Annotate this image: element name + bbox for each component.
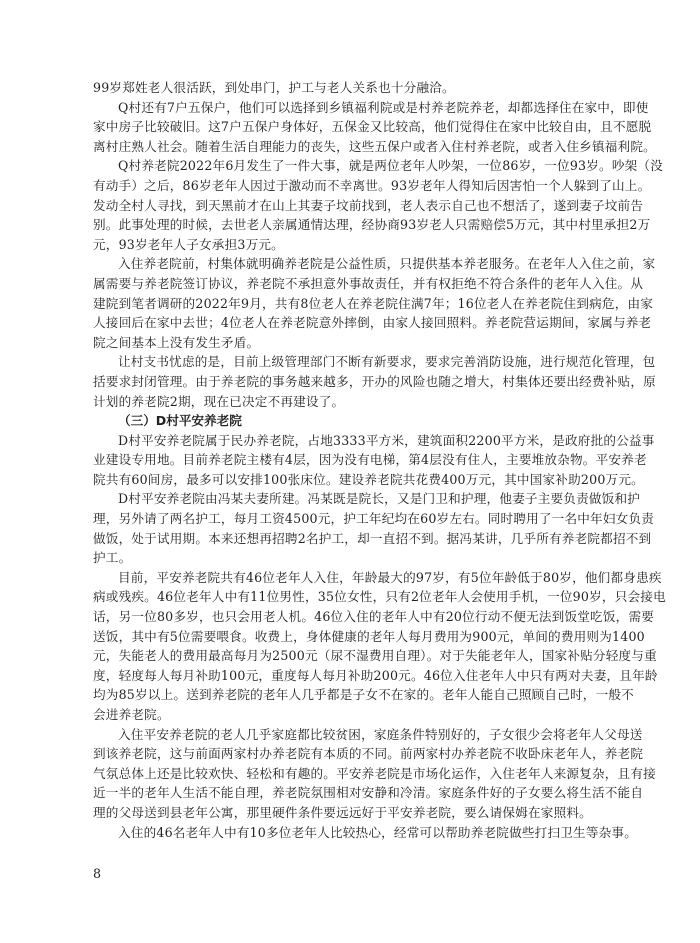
text-line: 别。此事处理的时候，去世老人亲属通情达理，经协商93岁老人只需赔偿5万元，其中村里承担2万 (93, 217, 651, 233)
text-line: Q村养老院2022年6月发生了一件大事，就是两位老年人吵架，一位86岁，一位93岁。吵架（没 (118, 158, 664, 174)
text-line: 院共有60间房，最多可以安排100张床位。建设养老院共花费400万元，其中国家补助200万元。 (93, 471, 644, 487)
text-line: 离村庄熟人社会。随着生活自理能力的丧失，这些五保户或者入住村养老院，或者入住乡镇福利院。 (93, 138, 656, 154)
text-line: 人接回后在家中去世；4位老人在养老院意外摔倒，由家人接回照料。养老院营运期间，家属与养老 (93, 315, 652, 331)
paragraph (93, 823, 638, 843)
text-line: 元，失能老人的费用最高每月为2500元（尿不湿费用自理）。对于失能老年人，国家补贴分轻度与重 (93, 648, 657, 664)
text-line: 99岁郑姓老人很活跃，到处串门，护工与老人关系也十分融洽。 (93, 80, 455, 95)
text-line: 目前，平安养老院共有46位老年人入住，年龄最大的97岁，有5位年龄低于80岁，他们都身患疾 (118, 569, 662, 585)
page-number: 8 (93, 866, 102, 881)
text-line: 病或残疾。46位老年人中有11位男性，35位女性，只有2位老年人会使用手机，一位90岁，只会接电 (93, 589, 666, 605)
text-line: 元，93岁老年人子女承担3万元。 (93, 236, 284, 252)
text-line: 有动手）之后，86岁老年人因过于激动而不幸离世。93岁老年人得知后因害怕一个人躲到了山上。 (93, 177, 651, 193)
paragraph (93, 725, 656, 823)
text-line: 送饭，其中有5位需要喂食。收费上，身体健康的老年人每月费用为900元，单间的费用则为1400 (93, 628, 645, 644)
text-line: 让村支书忧虑的是，目前上级管理部门不断有新要求，要求完善消防设施，进行规范化管理，包 (118, 354, 656, 370)
text-line: 括要求封闭管理。由于养老院的事务越来越多，开办的风险也随之增大，村集体还要出经费补贴，原 (93, 373, 656, 389)
text-line: 话，另一位80多岁，也只会用老人机。46位入住的老年人中有20位行动不便无法到饭堂吃饭，需要 (93, 609, 655, 625)
text-line: 入住平安养老院的老人几乎家庭都比较贫困，家庭条件特别好的，子女很少会将老年人父母送 (118, 726, 643, 742)
text-line: 到该养老院，这与前面两家村办养老院有本质的不同。前两家村办养老院不收卧床老年人，养老院 (93, 746, 644, 762)
text-line: 近一半的老年人生活不能自理，养老院氛围相对安静和冷清。家庭条件好的子女要么将生活不能自 (93, 785, 644, 801)
text-line: D村平安养老院属于民办养老院，占地3333平方米，建筑面积2200平方米，是政府批的公益事 (118, 432, 655, 448)
text-line: 计划的养老院2期，现在已决定不再建设了。 (93, 393, 345, 409)
section-heading (93, 411, 610, 431)
text-line: 入住养老院前，村集体就明确养老院是公益性质，只提供基本养老服务。在老年人入住之前，家 (118, 256, 656, 272)
paragraph (93, 431, 655, 490)
text-line: 做饭，处于试用期。本来还想再招聘2名护工，却一直招不到。据冯某讲，几乎所有养老院都招不到 (93, 530, 652, 546)
text-line: Q村还有7户五保户，他们可以选择到乡镇福利院或是村养老院养老，却都选择住在家中，即使 (118, 99, 649, 115)
text-line: 发动全村人寻找，到天黑前才在山上其妻子坟前找到，老人表示自己也不想活了，遂到妻子坟前告 (93, 197, 644, 213)
paragraph (93, 98, 656, 157)
paragraph (93, 78, 610, 98)
text-line: 度，轻度每人每月补助100元，重度每人每月补助200元。46位入住老年人中只有两对夫妻，且年龄 (93, 667, 658, 683)
text-line: 家中房子比较破旧。这7户五保户身体好，五保金又比较高，他们觉得住在家中比较自由，且不愿脱 (93, 119, 652, 135)
text-line: 业建设专用地。目前养老院主楼有4层，因为没有电梯，第4层没有住人，主要堆放杂物。平安养老 (93, 452, 647, 468)
text-line: 理，另外请了两名护工，每月工资4500元，护工年纪均在60岁左右。同时聘用了一名中年妇女负责 (93, 511, 655, 527)
paragraph (93, 568, 666, 725)
text-line: 建院到笔者调研的2022年9月，共有8位老人在养老院住满7年；16位老人在养老院住到病危，由家 (93, 295, 654, 311)
text-line: 理的父母送到县老年公寓，那里硬件条件要远远好于平安养老院，要么请保姆在家照料。 (93, 804, 592, 820)
text-line: 均为85岁以上。送到养老院的老年人几乎都是子女不在家的。老年人能自己照顾自己时，一般不 (93, 687, 634, 703)
text-line: 气氛总体上还是比较欢快、轻松和有趣的。平安养老院是市场化运作，入住老年人来源复杂，且有接 (93, 765, 656, 781)
document-body (93, 78, 666, 842)
text-line: 属需要与养老院签订协议，养老院不承担意外事故责任，并有权拒绝不符合条件的老年人入住。从 (93, 275, 644, 291)
paragraph (93, 156, 664, 254)
text-line: 护工。 (93, 550, 132, 566)
paragraph (93, 254, 656, 352)
text-line: 会进养老院。 (93, 707, 170, 722)
text-line: 院之间基本上没有发生矛盾。 (93, 334, 260, 350)
text-line: 入住的46名老年人中有10多位老年人比较热心，经常可以帮助养老院做些打扫卫生等杂事。 (118, 824, 638, 840)
heading-text: （三）D村平安养老院 (118, 413, 242, 429)
paragraph (93, 352, 656, 411)
paragraph (93, 489, 655, 567)
text-line: D村平安养老院由冯某夫妻所建。冯某既是院长，又是门卫和护理，他妻子主要负责做饭和护 (118, 491, 641, 507)
